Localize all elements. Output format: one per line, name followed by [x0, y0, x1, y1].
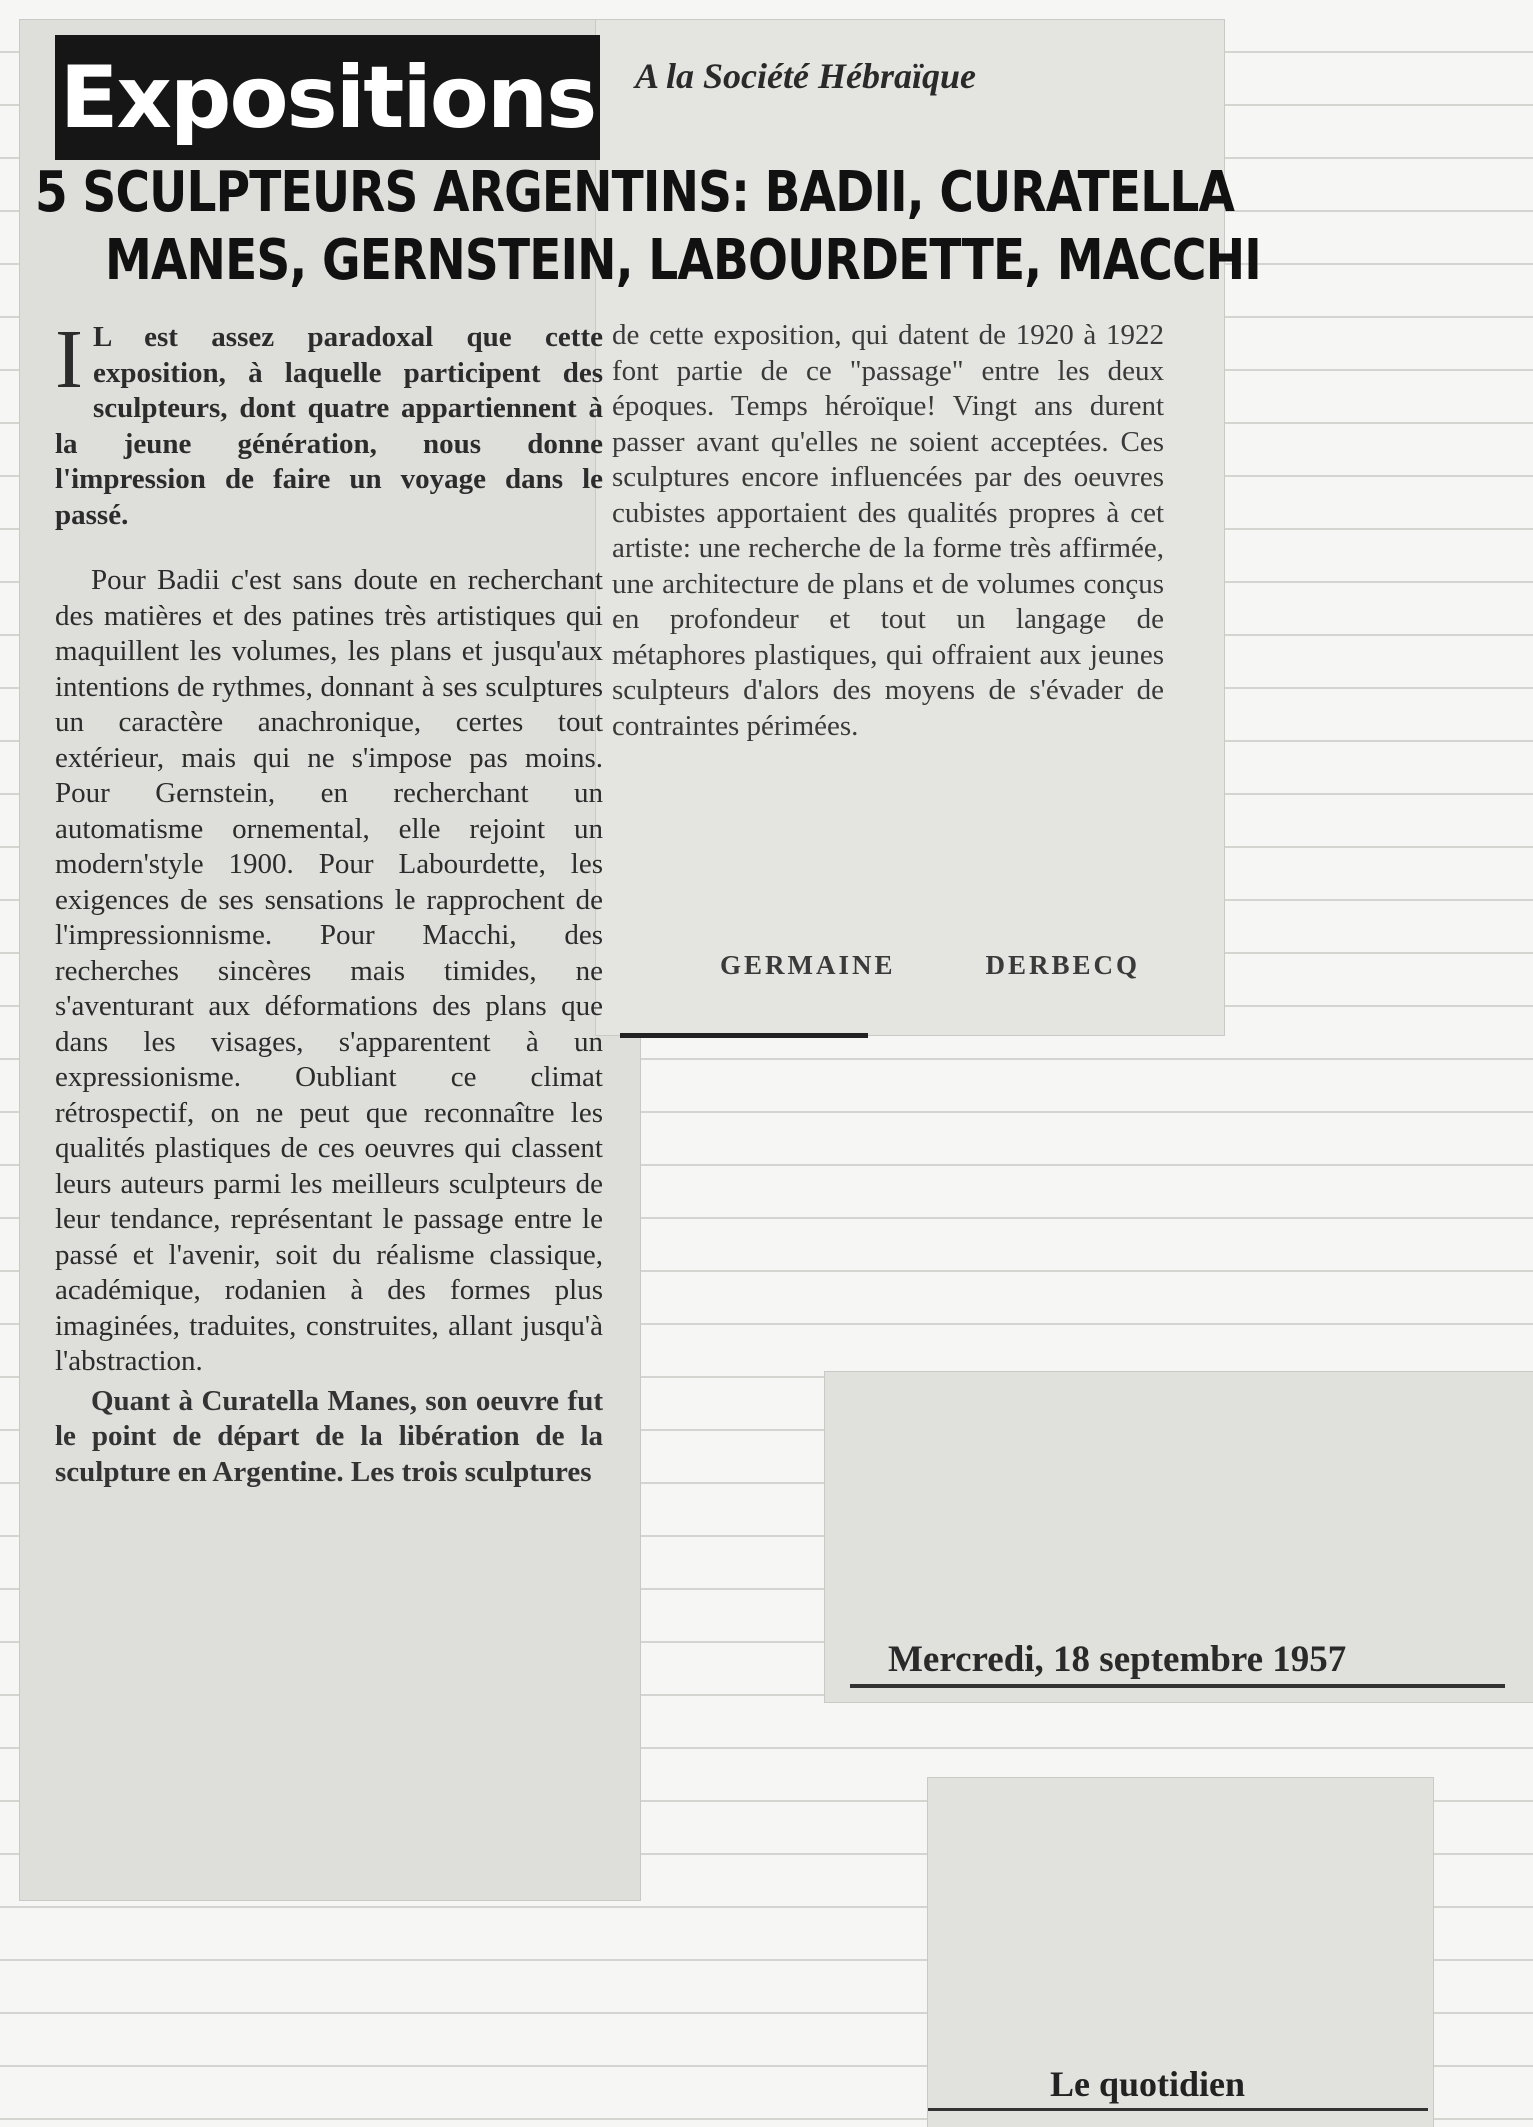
author-signature [720, 950, 1140, 981]
intro-paragraph [55, 313, 603, 533]
article-column-left [55, 313, 603, 1490]
source-rule [928, 2108, 1428, 2111]
paragraph-4: de cette exposition, qui datent de 1920 à 1922 font partie de ce "passage" entre les deux époques. Temps héroïque! Vingt ans durent passer avant qu'elles ne soient acceptées. Ces sculptures encore influencées par des oeuvres cubistes apportaient des qualités propres à cet artiste: une recherche de la forme très affirmée, une architecture de plans et de volumes conçus en profondeur et tout un langage de métaphores plastiques, qui offraient aux jeunes sculpteurs d'alors des moyens de s'évader de contraintes périmées. [612, 319, 1164, 742]
paragraph-2: Pour Badii c'est sans doute en recherchant des matières et des patines très artistiques qui maquillent les volumes, les plans et jusqu'aux intentions de rythmes, donnant à ses sculptures un caractère anachronique, certes tout extérieur, mais qui ne s'impose pas moins. Pour Gernstein, en recherchant un automatisme ornemental, elle rejoint un modern'style 1900. Pour Labourdette, les exigences de ses sensations le rapprochent de l'impressionnisme. Pour Macchi, des recherches sincères mais timides, ne s'aventurant aux déformations des plans que dans les visages, s'apparentent à un expressionisme. Oubliant ce climat rétrospectif, on ne peut que reconnaître les qualités plastiques de ces oeuvres qui classent leurs auteurs parmi les meilleurs sculpteurs de leur tendance, représentant le passage entre le passé et l'avenir, soit du réalisme classique, académique, rodanien à des formes plus imaginées, traduites, construites, allant jusqu'à l'abstraction. [55, 564, 603, 1377]
date-text: Mercredi, 18 septembre 1957 [888, 1639, 1347, 1680]
article-end-rule [620, 1033, 868, 1038]
paragraph-3: Quant à Curatella Manes, son oeuvre fut le point de départ de la libération de la sculpture en Argentine. Les trois sculptures [55, 1384, 603, 1488]
article-column-right [612, 318, 1164, 744]
headline-line-1: 5 SCULPTEURS ARGENTINS: BADII, CURATELLA [35, 160, 1235, 225]
date-rule [850, 1684, 1505, 1688]
author-last-name: DERBECQ [985, 950, 1140, 980]
intro-text: L est assez paradoxal que cette exposition, à laquelle participent des sculpteurs, dont quatre appartiennent à la jeune génération, nous donne l'impression de faire un voyage dans le passé. [55, 321, 603, 531]
source-name: Le quotidien [1050, 2064, 1246, 2104]
author-first-name: GERMAINE [720, 950, 896, 980]
section-banner: Expositions [55, 35, 600, 160]
drop-cap: I [55, 313, 83, 406]
headline-line-2: MANES, GERNSTEIN, LABOURDETTE, MACCHI [105, 228, 1261, 293]
kicker: A la Société Hébraïque [635, 56, 976, 96]
